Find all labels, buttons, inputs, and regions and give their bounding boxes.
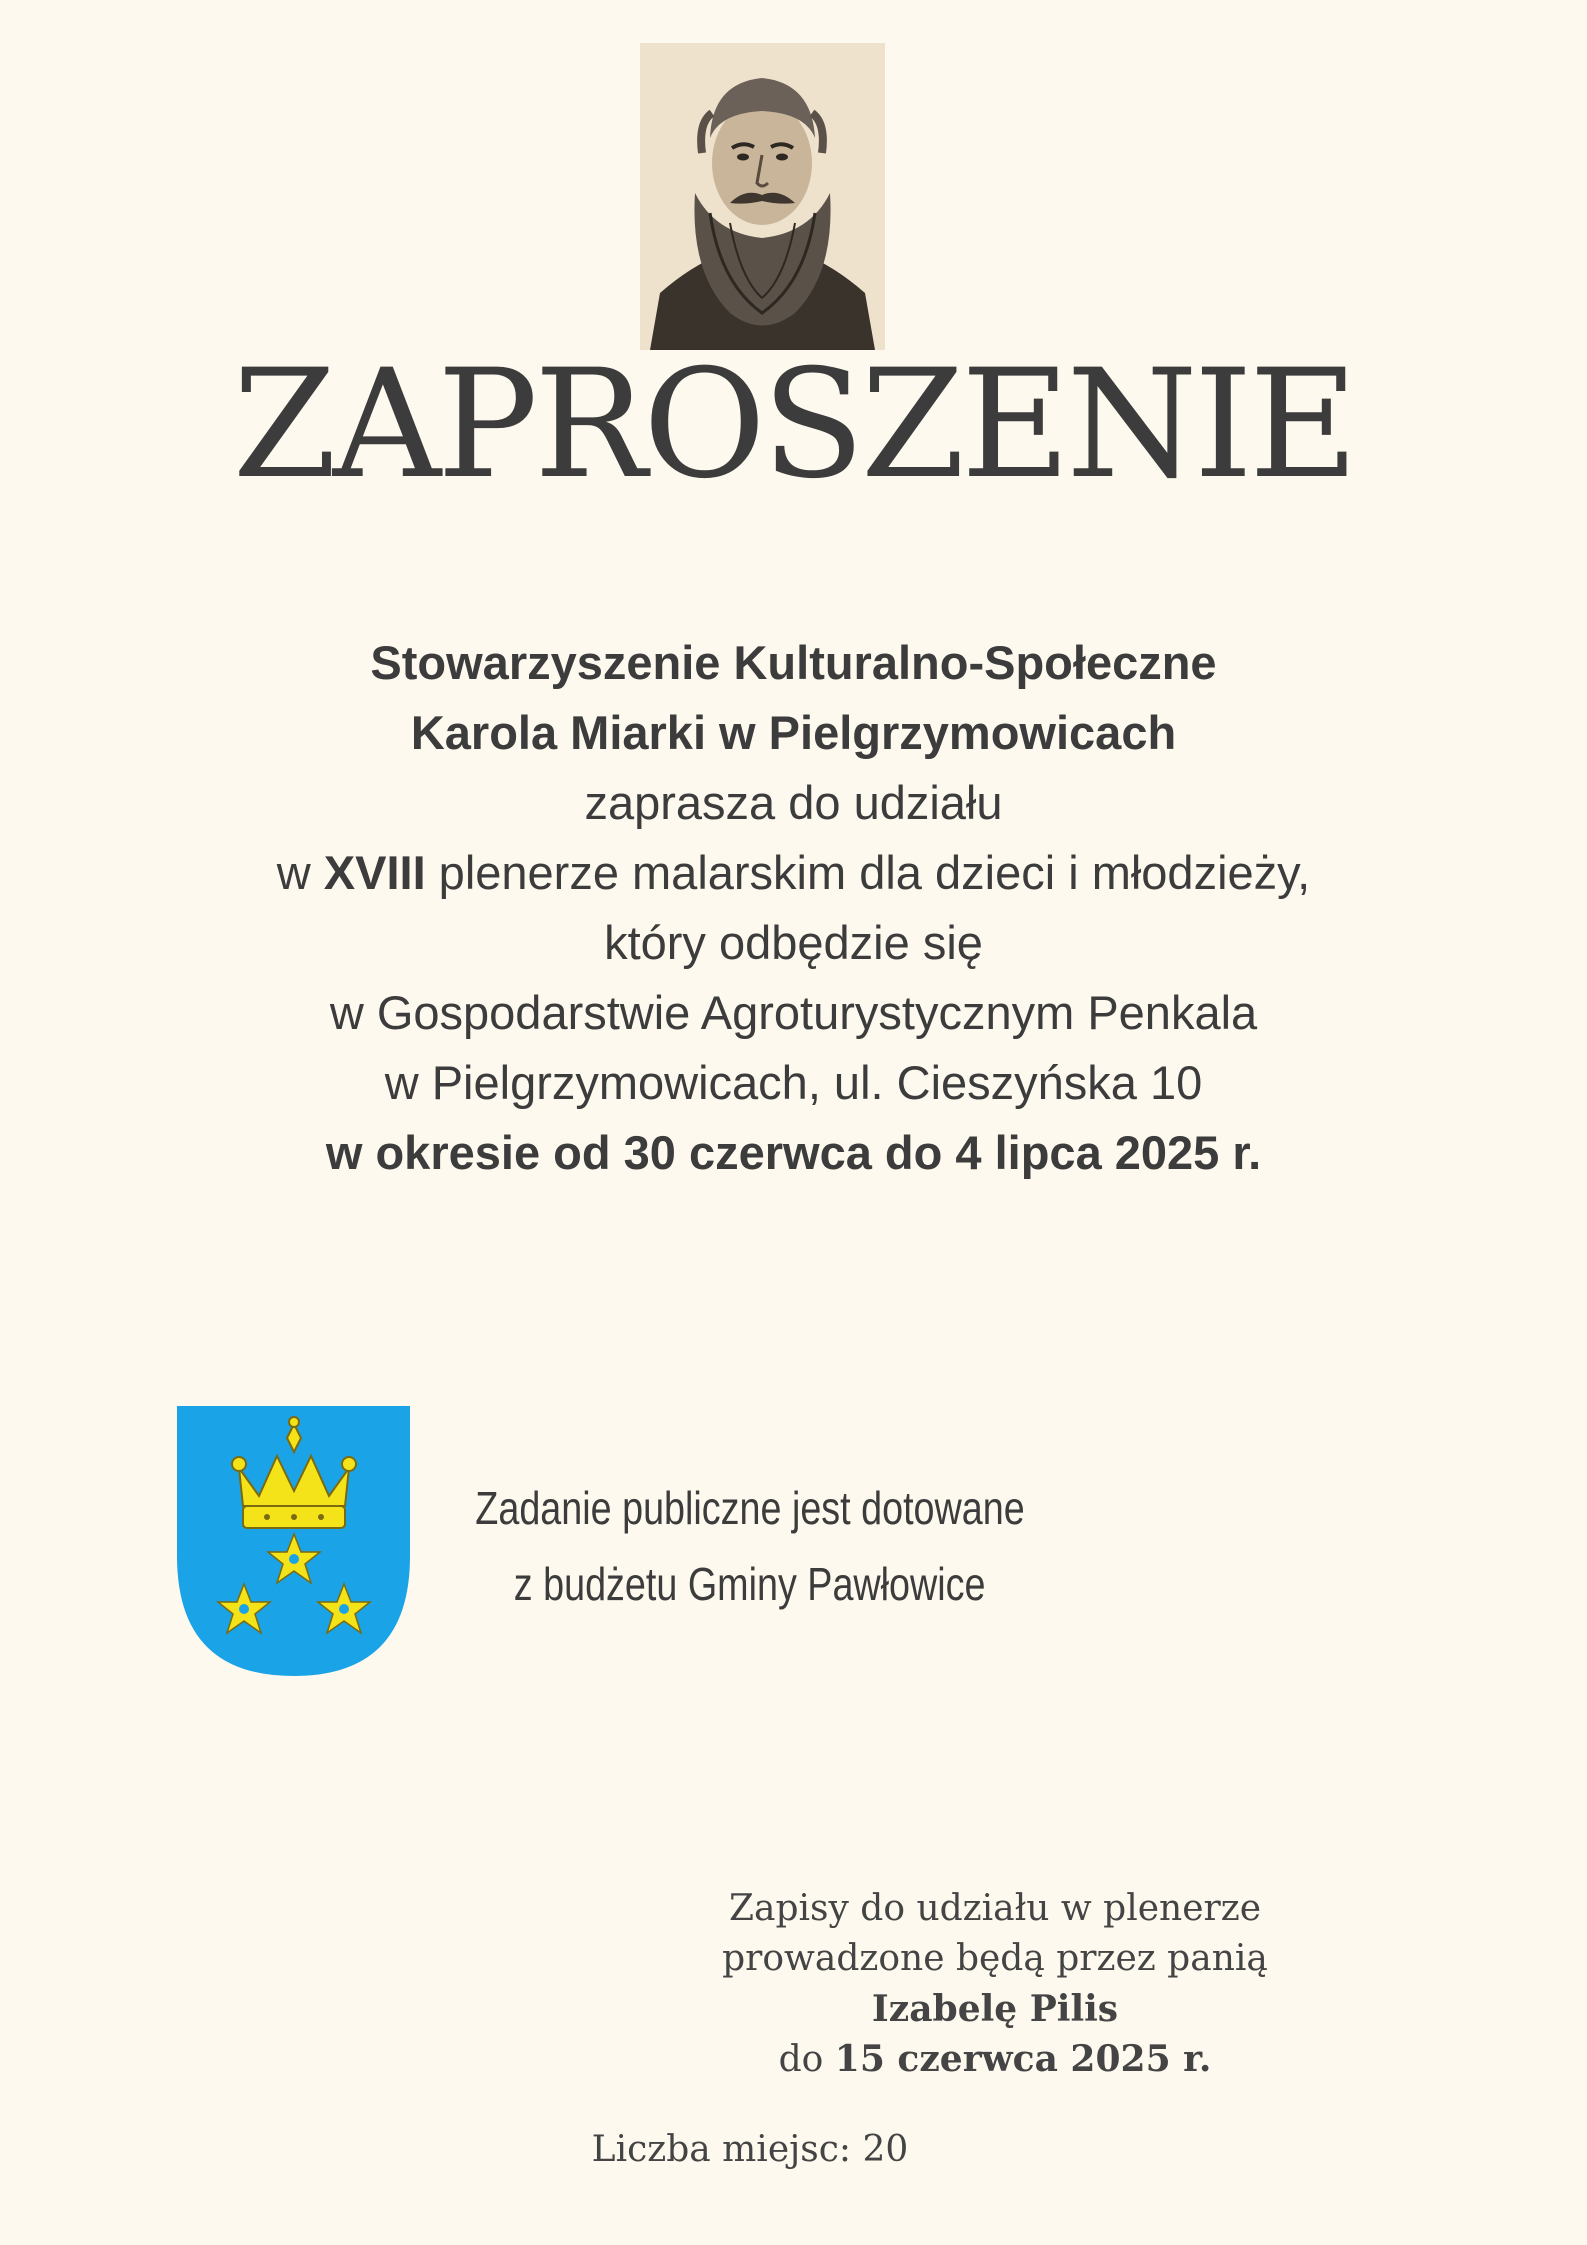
portrait-drawing [640,43,885,350]
funding-note [400,1470,1100,1622]
crest-icon [177,1406,410,1676]
signup-deadline: do 15 czerwca 2025 r. [778,2038,1212,2080]
venue-address-line: w Pielgrzymowicach, ul. Cieszyńska 10 [384,1056,1203,1109]
signup-line-2: prowadzone będą przez panią [722,1938,1268,1979]
funding-line-2: z budżetu Gminy Pawłowice [514,1558,986,1610]
portrait-image [640,43,885,350]
invitation-body [0,628,1587,1188]
contact-name: Izabelę Pilis [871,1988,1119,2030]
organizer-line-1: Stowarzyszenie Kulturalno-Społeczne [370,636,1217,689]
page-title: ZAPROSZENIE [232,338,1355,512]
seats-count: Liczba miejsc: 20 [591,2129,909,2170]
event-dates-line: w okresie od 30 czerwca do 4 lipca 2025 r. [325,1126,1262,1179]
edition-number: XVIII [323,846,426,899]
signup-line-1: Zapisy do udziału w plenerze [728,1888,1262,1929]
organizer-line-2: Karola Miarki w Pielgrzymowicach [410,706,1177,759]
event-line: w XVIII plenerze malarskim dla dzieci i młodzieży, [276,846,1311,899]
venue-name-line: w Gospodarstwie Agroturystycznym Penkala [329,986,1258,1039]
signup-info [600,1884,1390,2085]
invite-line: zaprasza do udziału [584,776,1003,829]
funding-line-1: Zadanie publiczne jest dotowane [475,1482,1025,1534]
venue-intro-line: który odbędzie się [604,916,983,969]
